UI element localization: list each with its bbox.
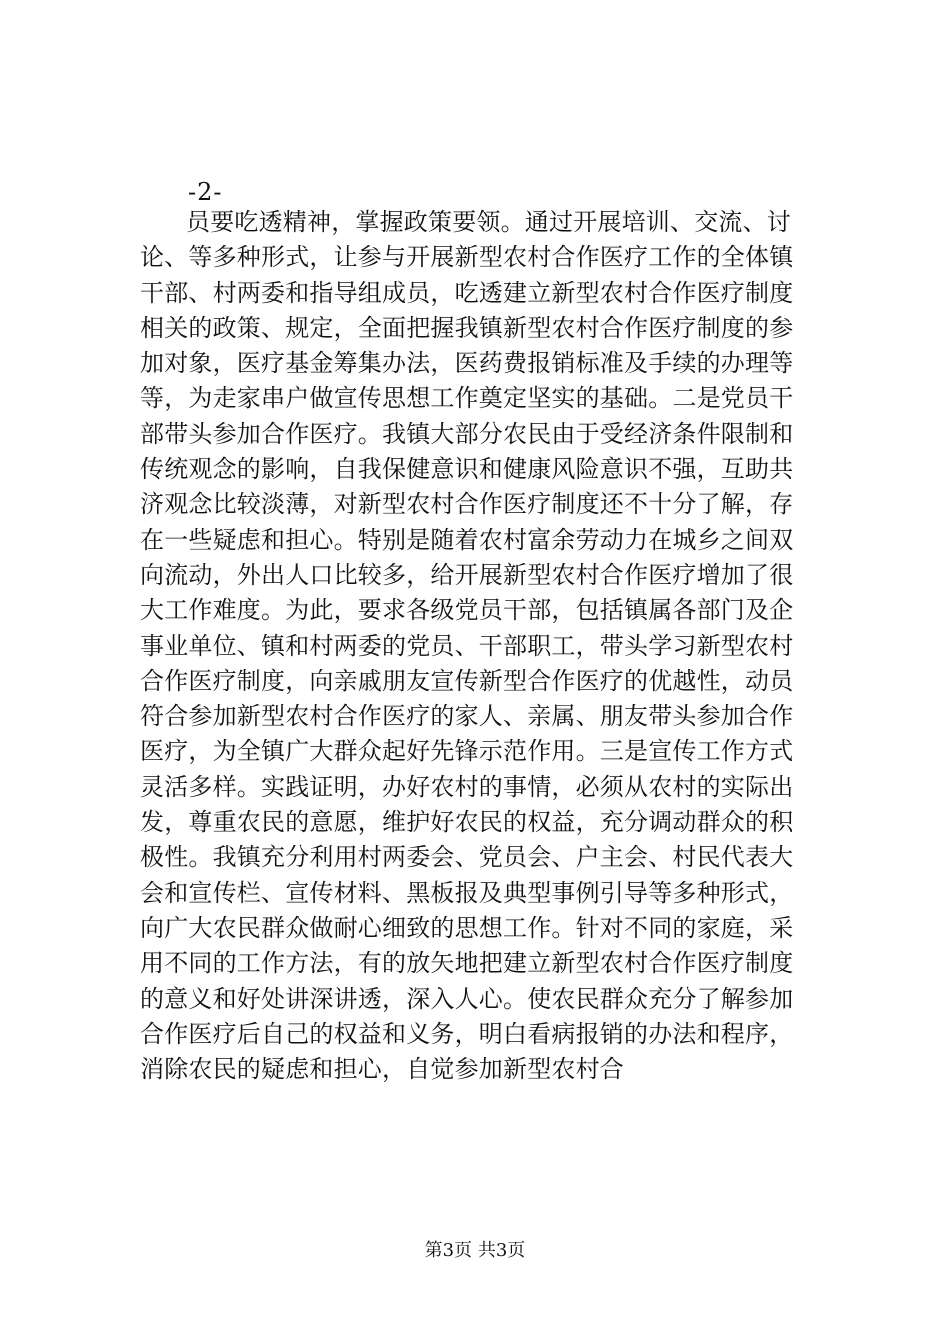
text-line: 传统观念的影响，自我保健意识和健康风险意识不强，互助共 bbox=[140, 455, 794, 484]
text-line: 会和宣传栏、宣传材料、黑板报及典型事例引导等多种形式， bbox=[140, 878, 794, 907]
text-line: 灵活多样。实践证明，办好农村的事情，必须从农村的实际出 bbox=[140, 772, 794, 801]
page-footer: 第3页 共3页 bbox=[424, 1240, 526, 1261]
text-line: 事业单位、镇和村两委的党员、干部职工，带头学习新型农村 bbox=[140, 631, 794, 660]
text-line: 向流动，外出人口比较多，给开展新型农村合作医疗增加了很 bbox=[140, 560, 794, 589]
text-line: 论、等多种形式，让参与开展新型农村合作医疗工作的全体镇 bbox=[140, 243, 794, 272]
text-line: 干部、村两委和指导组成员，吃透建立新型农村合作医疗制度 bbox=[140, 278, 794, 307]
text-line: 合作医疗制度，向亲戚朋友宣传新型合作医疗的优越性，动员 bbox=[140, 666, 794, 695]
text-line: 大工作难度。为此，要求各级党员干部，包括镇属各部门及企 bbox=[140, 596, 794, 625]
text-line: 用不同的工作方法，有的放矢地把建立新型农村合作医疗制度 bbox=[140, 949, 794, 978]
text-line: 极性。我镇充分利用村两委会、党员会、户主会、村民代表大 bbox=[140, 843, 794, 872]
page-marker: -2- bbox=[188, 178, 223, 206]
text-line: 员要吃透精神，掌握政策要领。通过开展培训、交流、讨 bbox=[186, 208, 791, 236]
text-line: 发，尊重农民的意愿，维护好农民的权益，充分调动群众的积 bbox=[140, 808, 794, 837]
text-line: 合作医疗后自己的权益和义务，明白看病报销的办法和程序， bbox=[140, 1019, 794, 1048]
text-line: 消除农民的疑虑和担心，自觉参加新型农村合 bbox=[140, 1055, 624, 1084]
text-line: 加对象，医疗基金筹集办法，医药费报销标准及手续的办理等 bbox=[140, 349, 794, 378]
text-line: 向广大农民群众做耐心细致的思想工作。针对不同的家庭，采 bbox=[140, 913, 794, 942]
text-line: 相关的政策、规定，全面把握我镇新型农村合作医疗制度的参 bbox=[140, 313, 794, 342]
text-line: 的意义和好处讲深讲透，深入人心。使农民群众充分了解参加 bbox=[140, 984, 794, 1013]
body-text bbox=[140, 205, 840, 1087]
text-line: 医疗，为全镇广大群众起好先锋示范作用。三是宣传工作方式 bbox=[140, 737, 794, 766]
text-line: 济观念比较淡薄，对新型农村合作医疗制度还不十分了解，存 bbox=[140, 490, 794, 519]
text-line: 符合参加新型农村合作医疗的家人、亲属、朋友带头参加合作 bbox=[140, 702, 794, 731]
text-line: 等，为走家串户做宣传思想工作奠定坚实的基础。二是党员干 bbox=[140, 384, 794, 413]
text-line: 在一些疑虑和担心。特别是随着农村富余劳动力在城乡之间双 bbox=[140, 525, 794, 554]
text-line: 部带头参加合作医疗。我镇大部分农民由于受经济条件限制和 bbox=[140, 419, 794, 448]
